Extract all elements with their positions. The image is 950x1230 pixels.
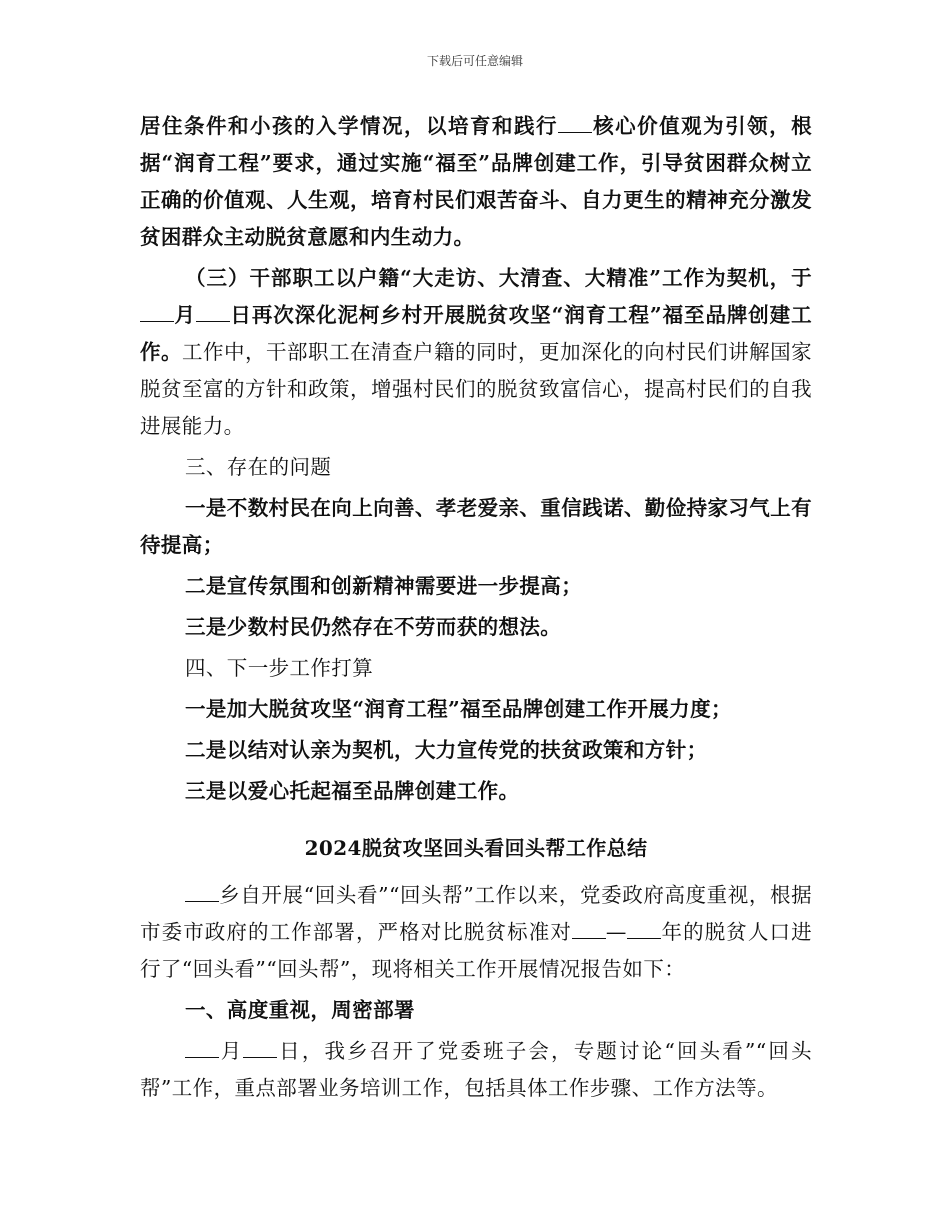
document-body (140, 108, 812, 1107)
fill-blank (185, 901, 219, 902)
list-item: 一是不数村民在向上向善、孝老爱亲、重信践诺、勤俭持家习气上有待提高； (140, 496, 812, 557)
list-item: 三是以爱心托起福至品牌创建工作。 (185, 779, 520, 803)
section-heading-deployment: 一、高度重视，周密部署 (185, 998, 415, 1022)
text-segment: 工作中，干部职工在清查户籍的同时，更加深化的向村民们讲解国家脱贫至富的方针和政策，增强村民们的脱贫致富信心，提高村民们的自我进展能力。 (140, 340, 812, 438)
fill-blank (185, 1057, 219, 1058)
text-segment: 核心价值观为引领，根据“润育工程”要求，通过实施“福至”品牌创建工作，引导贫困群众树立正确的价值观、人生观，培育村民们艰苦奋斗、自力更生的精神充分激发贫困群众主动脱贫意愿和内生动力。 (140, 114, 812, 249)
text-segment: 居住条件和小孩的入学情况，以培育和践行 (140, 114, 558, 138)
text-segment: — (605, 920, 627, 944)
text-segment: 乡自开展“回头看”“回头帮”工作以来，党委政府高度重视，根据市委市政府的工作部署，严格对比脱贫标准对 (140, 883, 812, 944)
section-heading-next-steps: 四、下一步工作打算 (185, 656, 374, 680)
text-segment: 月 (174, 303, 196, 327)
document-title: 2024脱贫攻坚回头看回头帮工作总结 (304, 836, 648, 860)
fill-blank (558, 132, 592, 133)
text-segment: （三）干部职工以户籍“大走访、大清查、大精准”工作为契机，于 (185, 266, 812, 290)
text-segment: 月 (219, 1039, 244, 1063)
text-segment: 日，我乡召开了党委班子会，专题讨论“回头看”“回头帮”工作，重点部署业务培训工作，包括具体工作步骤、工作方法等。 (140, 1039, 812, 1100)
list-item: 一是加大脱贫攻坚“润育工程”福至品牌创建工作开展力度； (185, 697, 732, 721)
fill-blank (140, 321, 174, 322)
page-header: 下载后可任意编辑 (426, 54, 523, 68)
fill-blank (627, 938, 661, 939)
paragraph-intro (140, 877, 812, 988)
section-heading-problems: 三、存在的问题 (185, 455, 332, 479)
paragraph-values (140, 108, 812, 256)
text-segment: 日再次深化泥柯乡村开展脱贫攻坚“润育工程”福至品牌创建工作。 (140, 303, 812, 364)
paragraph-deployment (140, 1033, 812, 1107)
fill-blank (243, 1057, 277, 1058)
text-segment: 年的脱贫人口进行了“回头看”“回头帮”，现将相关工作开展情况报告如下： (140, 920, 812, 981)
fill-blank (572, 938, 606, 939)
paragraph-section-three-item (140, 260, 812, 445)
list-item: 三是少数村民仍然存在不劳而获的想法。 (185, 615, 562, 639)
fill-blank (196, 321, 230, 322)
list-item: 二是以结对认亲为契机，大力宣传党的扶贫政策和方针； (185, 738, 708, 762)
list-item: 二是宣传氛围和创新精神需要进一步提高； (185, 574, 583, 598)
